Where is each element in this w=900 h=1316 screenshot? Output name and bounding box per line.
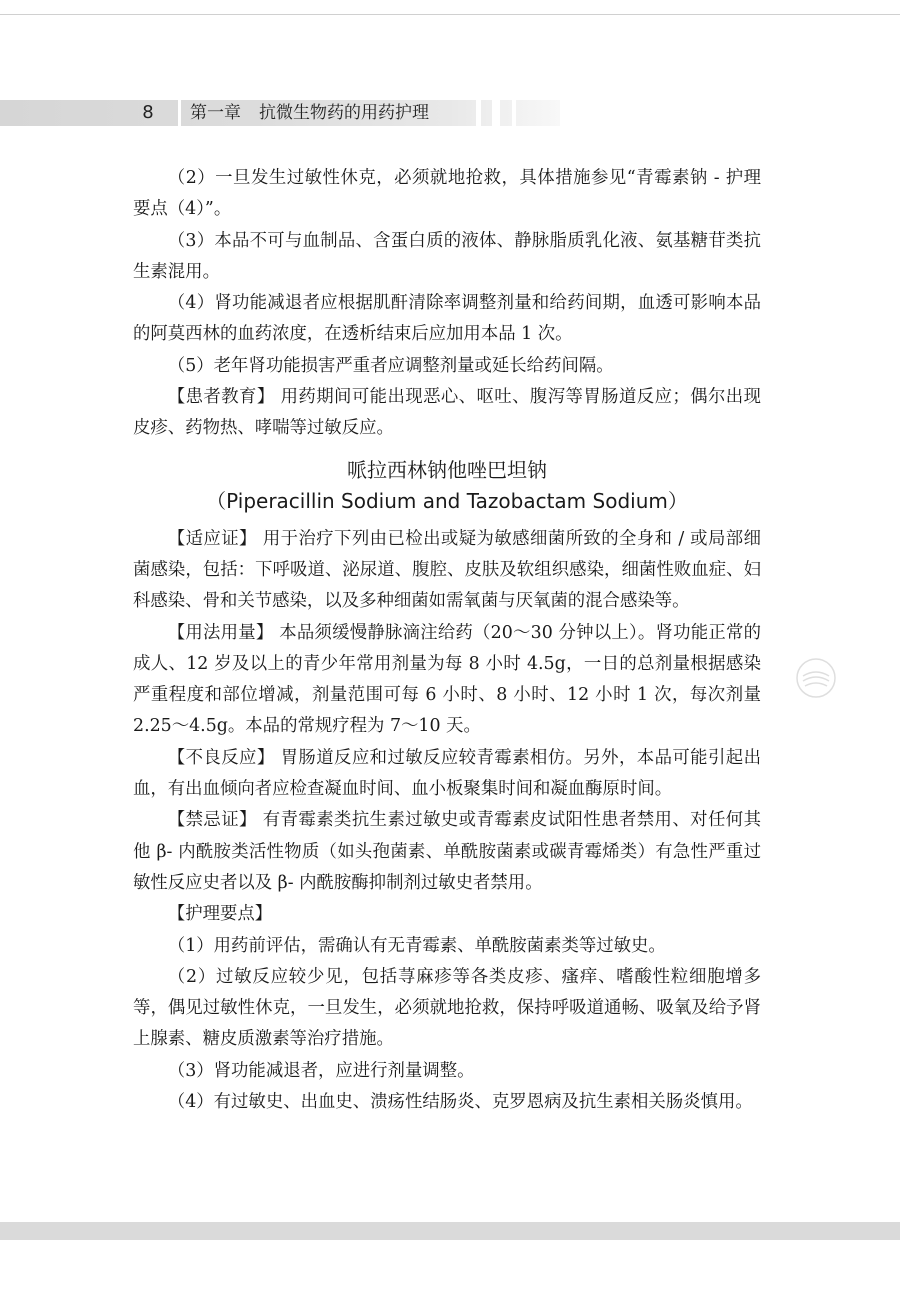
indication xyxy=(133,524,761,618)
chapter-heading xyxy=(190,100,447,126)
nursing-item: （2）过敏反应较少见，包括荨麻疹等各类皮疹、瘙痒、嗜酸性粒细胞增多等，偶见过敏性休克，一旦发生，必须就地抢救，保持呼吸道通畅、吸氧及给予肾上腺素、糖皮质激素等治疗措施。 xyxy=(133,966,761,1050)
section-heading: 【禁忌证】 xyxy=(167,810,257,831)
section-text: 用药期间可能出现恶心、呕吐、腹泻等胃肠道反应；偶尔出现皮疹、药物热、哮喘等过敏反应。 xyxy=(133,387,761,439)
contraindications xyxy=(133,805,761,899)
nursing-heading-line xyxy=(133,899,761,930)
nursing-item: （1）用药前评估，需确认有无青霉素、单酰胺菌素类等过敏史。 xyxy=(167,935,666,956)
header-deco-bar xyxy=(476,100,481,126)
section-text: 有青霉素类抗生素过敏史或青霉素皮试阳性患者禁用、对任何其他 β- 内酰胺类活性物质（如头孢菌素、单酰胺菌素或碳青霉烯类）有急性严重过敏性反应史者以及 β- 内酰胺酶抑制剂过敏史者禁用。 xyxy=(133,810,761,893)
header-separator xyxy=(178,100,181,126)
drug-title-cn: 哌拉西林钠他唑巴坦钠 xyxy=(347,457,547,482)
section-heading: 【适应证】 xyxy=(167,528,257,549)
header-deco-bar xyxy=(512,100,516,126)
patient-education xyxy=(133,382,761,445)
section-text: 本品须缓慢静脉滴注给药（20～30 分钟以上）。肾功能正常的成人、12 岁及以上的青少年常用剂量为每 8 小时 4.5g，一日的总剂量根据感染严重程度和部位增减，剂量范围可每 6 小时、8 小时、12 小时 1 次，每次剂量 2.25～4.5g。本品的常规疗程为 7～10 天。 xyxy=(133,622,761,737)
nursing-item: （4）有过敏史、出血史、溃疡性结肠炎、克罗恩病及抗生素相关肠炎慎用。 xyxy=(167,1092,753,1113)
page-number: 8 xyxy=(142,102,154,123)
section-heading: 【护理要点】 xyxy=(167,904,273,925)
watermark-logo-icon xyxy=(794,656,838,700)
page-content xyxy=(133,163,761,1118)
paragraph: （3）本品不可与血制品、含蛋白质的液体、静脉脂质乳化液、氨基糖苷类抗生素混用。 xyxy=(133,230,761,282)
chapter-title: 抗微生物药的用药护理 xyxy=(259,103,429,123)
nursing-item: （3）肾功能减退者，应进行剂量调整。 xyxy=(167,1060,475,1081)
footer-band xyxy=(0,1222,900,1240)
drug-title-en: （Piperacillin Sodium and Tazobactam Sodium） xyxy=(206,488,688,513)
paragraph: （5）老年肾功能损害严重者应调整剂量或延长给药间隔。 xyxy=(167,355,614,376)
chapter-label: 第一章 xyxy=(190,103,241,123)
section-heading: 【患者教育】 xyxy=(167,387,275,408)
paragraph: （4）肾功能减退者应根据肌酐清除率调整剂量和给药间期，血透可影响本品的阿莫西林的血药浓度，在透析结束后应加用本品 1 次。 xyxy=(133,293,761,345)
section-text: 用于治疗下列由已检出或疑为敏感细菌所致的全身和 / 或局部细菌感染，包括：下呼吸道、泌尿道、腹腔、皮肤及软组织感染，细菌性败血症、妇科感染、骨和关节感染，以及多种细菌如需氧菌与厌氧菌的混合感染等。 xyxy=(133,528,761,612)
adverse-reactions xyxy=(133,743,761,806)
top-edge-rule xyxy=(0,0,900,15)
section-text: 胃肠道反应和过敏反应较青霉素相仿。另外，本品可能引起出血，有出血倾向者应检查凝血时间、血小板聚集时间和凝血酶原时间。 xyxy=(133,747,761,800)
section-heading: 【不良反应】 xyxy=(167,747,275,768)
section-heading: 【用法用量】 xyxy=(167,622,274,643)
paragraph: （2）一旦发生过敏性休克，必须就地抢救，具体措施参见“青霉素钠 - 护理要点（4）”。 xyxy=(133,168,761,220)
dosage xyxy=(133,618,761,743)
header-deco-bar xyxy=(492,100,500,126)
